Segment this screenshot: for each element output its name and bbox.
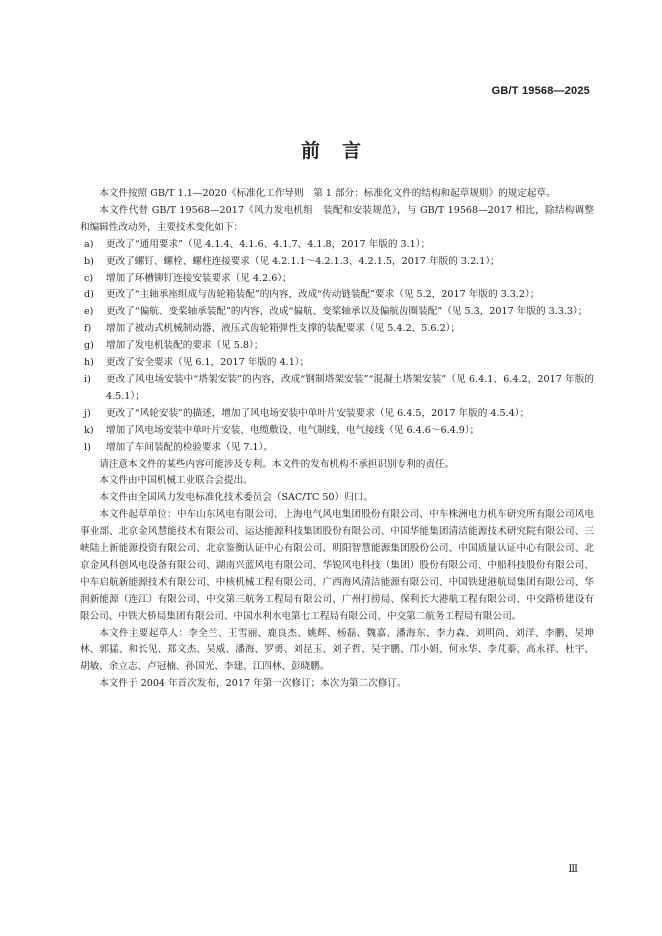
foreword-body [80,186,594,693]
list-item-text: 增加了发电机装配的要求（见 5.8）； [106,340,264,352]
list-item-label: i) [84,373,91,385]
list-item-text: 增加了被动式机械制动器、液压式齿轮箱弹性支撑的装配要求（见 5.4.2、5.6.2）； [106,323,461,335]
drafting-units: 本文件起草单位：中车山东风电有限公司、上海电气风电集团股份有限公司、中车株洲电力机车研究所有限公司风电事业部、北京金风慧能技术有限公司、运达能源科技集团股份有限公司、中国华能集团清洁能源技术研究院有限公司、三峡陆上新能源投资有限公司、北京鉴衡认证中心有限公司、明阳智慧能源集团股份公司、中国质量认证中心有限公司、北京金风科创风电设备有限公司、湖南兴蓝风电有限公司、华锐风电科技（集团）股份有限公司、中船科技股份有限公司、中车启航新能源技术有限公司、中核机械工程有限公司、广西海风清洁能源有限公司、中国铁建港航局集团有限公司、华润新能源（连江）有限公司、中交第三航务工程局有限公司、广州打捞局、保利长大港航工程有限公司、中交路桥建设有限公司、中铁大桥局集团有限公司、中国水利水电第七工程局有限公司、中交第二航务工程局有限公司。 [80,509,594,622]
standard-code: GB/T 19568—2025 [491,85,590,97]
list-item-text: 增加了风电场安装中单叶片安装、电缆敷设、电气制线、电气接线（见 6.4.6～6.4.9）； [106,424,480,436]
list-item [80,406,594,423]
page-number: Ⅲ [568,864,578,875]
list-item-label: e) [84,306,94,318]
list-item-text: 更改了“风轮安装”的描述，增加了风电场安装中单叶片安装要求（见 6.4.5，2017 年版的 4.5.4）； [106,407,530,419]
list-item [80,287,594,304]
list-item-text: 更改了“通用要求”（见 4.1.4、4.1.6、4.1.7、4.1.8，2017 年版的 3.1）； [106,238,431,250]
list-item-text: 更改了安全要求（见 6.1，2017 年版的 4.1）； [106,357,310,369]
list-item-label: l) [84,441,91,453]
publication-history: 本文件于 2004 年首次发布，2017 年第一次修订；本次为第二次修订。 [99,678,407,690]
list-item [80,355,594,372]
list-item-text: 更改了“主轴承座组成与齿轮箱装配”的内容，改成“传动链装配”要求（见 5.2，2017 年版的 3.3.2）； [106,289,540,301]
list-item [80,423,594,440]
list-item-label: d) [84,289,94,301]
list-item-label: b) [84,255,94,267]
list-item-text: 增加了车间装配的检验要求（见 7.1）。 [106,441,274,453]
page-title: 前言 [300,140,383,162]
list-item [80,338,594,355]
list-item [80,271,594,288]
list-item-label: k) [84,424,94,436]
intro-paragraph: 本文件代替 GB/T 19568—2017《风力发电机组 装配和安装规范》，与 GB/T 19568—2017 相比，除结构调整和编辑性改动外，主要技术变化如下： [80,204,594,233]
list-item-label: j) [84,407,91,419]
list-item [80,304,594,321]
drafters: 本文件主要起草人：李全兰、王雪丽、鹿良杰、姚辉、杨磊、魏嘉、潘海东、李力森、刘明尚、刘洋、李鹏、吴坤林、郭猛、和长见、郑文杰、吴威、潘海、罗勇、刘昆玉、刘子哲、吴宇鹏、邝小娟、何永华、李芃蓁、高永祥、杜宇、胡敏、余立志、卢冠楠、孙国光、李建、江四林、彭晓鹏。 [80,627,594,673]
list-item-label: h) [84,357,94,369]
list-item-text: 增加了环槽铆钉连接安装要求（见 4.2.6）； [106,272,292,284]
list-item [80,440,594,457]
list-item [80,237,594,254]
patent-notice: 请注意本文件的某些内容可能涉及专利。本文件的发布机构不承担识别专利的责任。 [99,458,455,470]
list-item-text: 更改了风电场安装中“塔架安装”的内容，改成“钢制塔架安装”“混凝土塔架安装”（见 6.4.1、6.4.2，2017 年版的 4.5.1）； [106,373,594,402]
intro-paragraph: 本文件按照 GB/T 1.1—2020《标准化工作导则 第 1 部分：标准化文件的结构和起草规则》的规定起草。 [99,188,556,199]
list-item-label: g) [84,340,94,352]
committee-statement: 本文件由全国风力发电标准化技术委员会（SAC/TC 50）归口。 [99,492,373,504]
list-item-label: a) [84,238,94,250]
proposer-statement: 本文件由中国机械工业联合会提出。 [99,475,253,487]
list-item [80,372,594,406]
list-item-text: 更改了“偏航、变桨轴承装配”的内容，改成“偏航、变桨轴承以及偏航齿圈装配”（见 5.3，2017 年版的 3.3.3）； [106,306,588,318]
list-item-text: 更改了螺钉、螺栓、螺柱连接要求（见 4.2.1.1～4.2.1.3、4.2.1.5，2017 年版的 3.2.1）； [106,255,500,267]
list-item [80,321,594,338]
list-item-label: c) [84,272,94,284]
list-item [80,254,594,271]
list-item-label: f) [84,323,92,335]
